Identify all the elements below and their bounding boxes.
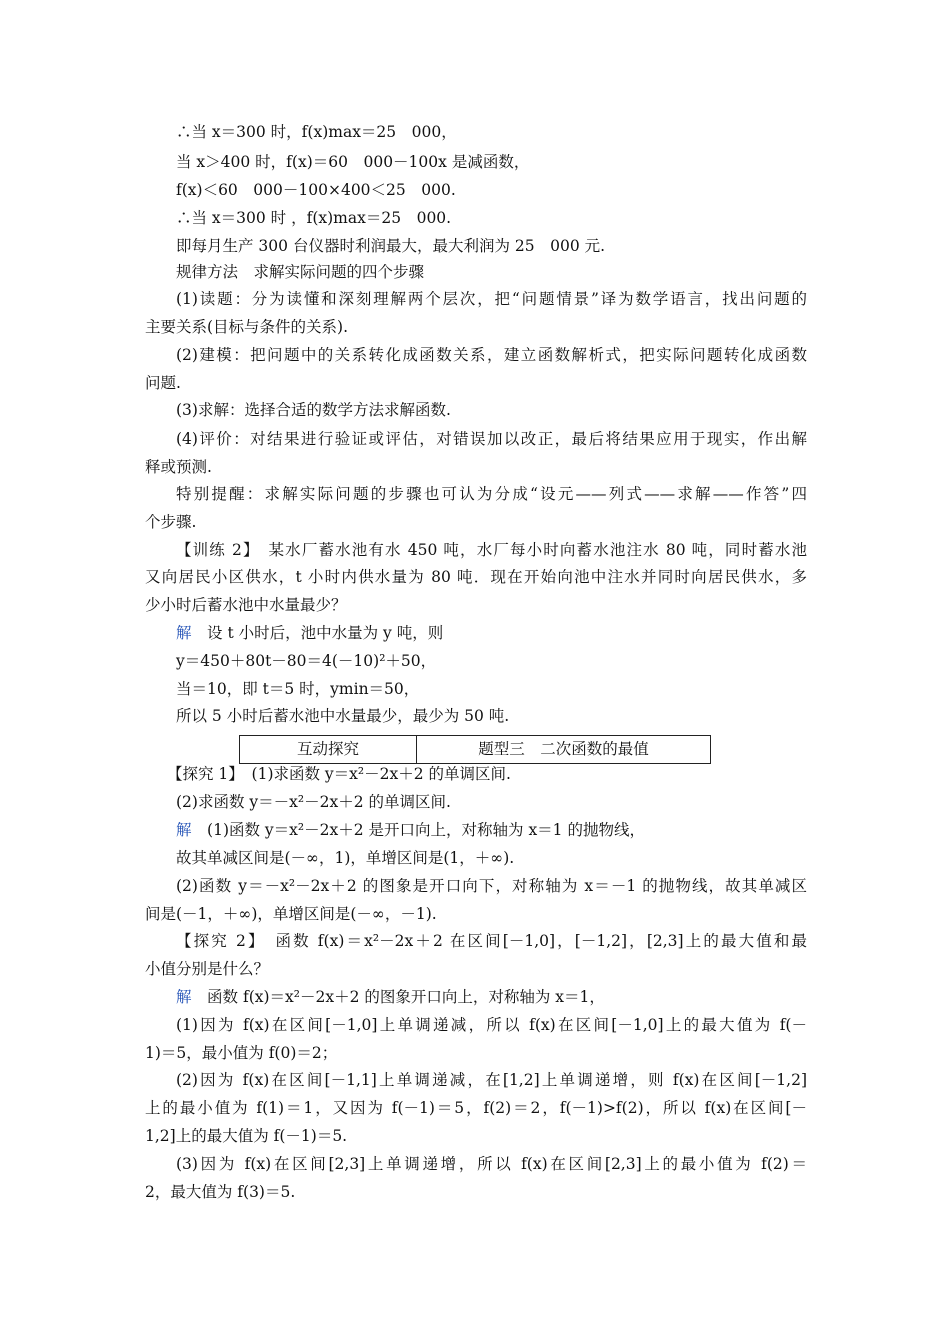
text-line: (4)评价：对结果进行验证或评估，对错误加以改正，最后将结果应用于现实，作出解 (176, 430, 807, 448)
text-line: 间是(－1，＋∞)，单增区间是(－∞，－1). (145, 905, 437, 923)
text-line: (2)函数 y＝－x²－2x＋2 的图象是开口向下，对称轴为 x＝－1 的抛物线，故其单减区 (176, 877, 807, 895)
text-line: 问题. (145, 374, 181, 392)
text-line: (3)求解：选择合适的数学方法求解函数. (176, 401, 451, 419)
text-line: ∴当 x＝300 时，f(x)max＝25 000， (176, 123, 457, 141)
text-line: 又向居民小区供水，t 小时内供水量为 80 吨．现在开始向池中注水并同时向居民供水，多 (145, 568, 807, 586)
text-line: 少小时后蓄水池中水量最少？ (145, 596, 347, 614)
text-line: 2，最大值为 f(3)＝5. (145, 1183, 296, 1201)
text-line: (2)因为 f(x)在区间[－1,1]上单调递减，在[1,2]上单调递增，则 f(x)在区间[－1,2] (176, 1071, 807, 1089)
exercise-title: 【训练 2】 某水厂蓄水池有水 450 吨，水厂每小时向蓄水池注水 80 吨，同时蓄水池 (176, 541, 807, 559)
text-line: 上的最小值为 f(1)＝1，又因为 f(－1)＝5，f(2)＝2，f(－1)>f(2)，所以 f(x)在区间[－ (145, 1099, 807, 1117)
solution-label: 解 (176, 821, 192, 839)
text-line: 当 x＞400 时，f(x)＝60 000－100x 是减函数， (176, 153, 530, 171)
explore-title: 【探究 2】 函数 f(x)＝x²－2x＋2 在区间[－1,0]，[－1,2]，[2,3]上的最大值和最 (176, 932, 807, 950)
text-line: (2)建模：把问题中的关系转化成函数关系，建立函数解析式，把实际问题转化成函数 (176, 346, 807, 364)
table-cell-left: 互动探究 (240, 736, 417, 763)
text-line: 当＝10，即 t＝5 时，ymin＝50， (176, 680, 420, 698)
solution-label: 解 (176, 624, 192, 642)
solution-label: 解 (176, 988, 192, 1006)
text-line: 1)＝5，最小值为 f(0)＝2； (145, 1044, 338, 1062)
text-line: (3)因为 f(x)在区间[2,3]上单调递增，所以 f(x)在区间[2,3]上的最小值为 f(2)＝ (176, 1155, 807, 1173)
text-line: 主要关系(目标与条件的关系). (145, 318, 349, 336)
text-line: f(x)＜60 000－100×400＜25 000. (176, 181, 456, 199)
section-header-table (239, 735, 711, 764)
text-line: (2)求函数 y＝－x²－2x＋2 的单调区间. (176, 793, 451, 811)
text-line: 特别提醒：求解实际问题的步骤也可认为分成“设元——列式——求解——作答”四 (176, 485, 807, 503)
text-line: 解 (1)函数 y＝x²－2x＋2 是开口向上，对称轴为 x＝1 的抛物线， (176, 821, 645, 839)
text-line: (1)因为 f(x)在区间[－1,0]上单调递减，所以 f(x)在区间[－1,0]上的最大值为 f(－ (176, 1016, 807, 1034)
table-cell-right: 题型三 二次函数的最值 (478, 740, 649, 758)
text-line: 所以 5 小时后蓄水池中水量最少，最少为 50 吨. (176, 707, 510, 725)
text-line: y＝450＋80t－80＝4(－10)²＋50， (176, 652, 437, 670)
text-line: 故其单减区间是(－∞，1)，单增区间是(1，＋∞). (176, 849, 515, 867)
text-line: 个步骤. (145, 513, 197, 531)
explore-title: 【探究 1】 (1)求函数 y＝x²－2x＋2 的单调区间. (167, 765, 511, 783)
text-line: 即每月生产 300 台仪器时利润最大，最大利润为 25 000 元. (176, 237, 606, 255)
text-line: 释或预测. (145, 458, 212, 476)
method-heading: 规律方法 求解实际问题的四个步骤 (176, 263, 425, 281)
text-line: 解 函数 f(x)＝x²－2x＋2 的图象开口向上，对称轴为 x＝1， (176, 988, 605, 1006)
text-line: 解 设 t 小时后，池中水量为 y 吨，则 (176, 624, 444, 642)
text-line: 小值分别是什么？ (145, 960, 270, 978)
text-line: (1)读题：分为读懂和深刻理解两个层次，把“问题情景”译为数学语言，找出问题的 (176, 290, 807, 308)
text-line: 1,2]上的最大值为 f(－1)＝5. (145, 1127, 348, 1145)
text-line: ∴当 x＝300 时 ，f(x)max＝25 000. (176, 209, 452, 227)
